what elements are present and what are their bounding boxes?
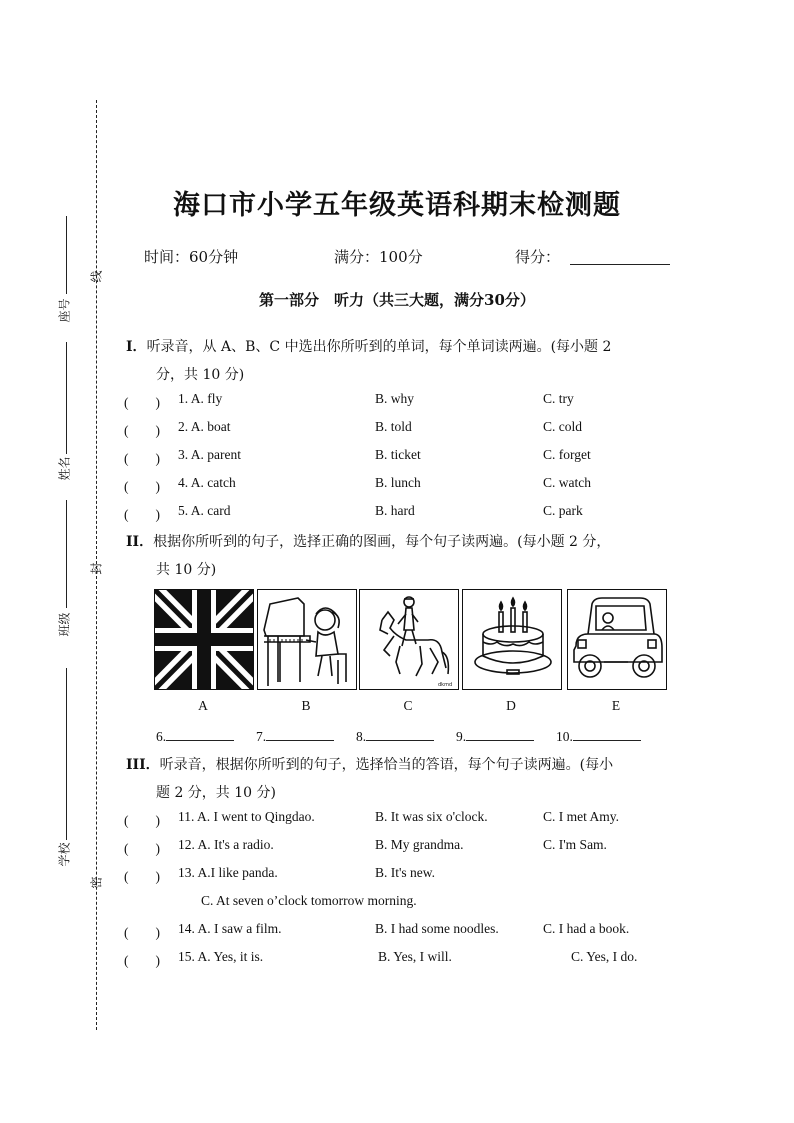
answer-paren[interactable]: ( )	[124, 507, 160, 522]
picture-e	[567, 589, 667, 690]
picture-a	[154, 589, 254, 690]
section3-instruction: 听录音，根据你所听到的句子，选择恰当的答语，每个句子读两遍。(每小	[159, 757, 614, 773]
q4-option-a: 4. A. catch	[178, 475, 236, 490]
q1-option-a: 1. A. fly	[178, 391, 223, 406]
blank-underline[interactable]	[266, 727, 334, 741]
blank-number: 10.	[556, 729, 573, 744]
q14-option-b: B. I had some noodles.	[375, 921, 499, 936]
q15-option-b: B. Yes, I will.	[378, 949, 452, 964]
answer-paren[interactable]: ( )	[124, 451, 160, 466]
blank-number: 8.	[356, 729, 367, 744]
q11-option-b: B. It was six o'clock.	[375, 809, 488, 824]
section3-heading	[126, 754, 613, 774]
score-label: 得分：	[515, 248, 561, 266]
horse-rider-icon	[360, 590, 458, 689]
score-blank[interactable]	[570, 264, 670, 265]
section3-instruction-cont: 题 2 分，共 10 分)	[156, 785, 276, 801]
class-label: 班级	[57, 612, 72, 637]
answer-paren[interactable]: ( )	[124, 813, 160, 828]
section2-instruction-cont: 共 10 分)	[156, 562, 217, 578]
name-line	[66, 342, 67, 454]
answer-paren[interactable]: ( )	[124, 395, 160, 410]
picture-d-label: D	[506, 698, 516, 713]
picture-a-label: A	[198, 698, 208, 713]
section1-number: I．	[126, 339, 147, 355]
q2-option-b: B. told	[375, 419, 412, 434]
answer-paren[interactable]: ( )	[124, 925, 160, 940]
q1-option-c: C. try	[543, 391, 574, 406]
blank-underline[interactable]	[573, 727, 641, 741]
answer-paren[interactable]: ( )	[124, 423, 160, 438]
section1-heading	[126, 336, 611, 356]
q4-option-b: B. lunch	[375, 475, 421, 490]
class-line	[66, 500, 67, 608]
q11-option-a: 11. A. I went to Qingdao.	[178, 809, 315, 824]
q13-option-a: 13. A.I like panda.	[178, 865, 278, 880]
seat-number-line	[66, 216, 67, 294]
picture-c	[359, 589, 459, 690]
binding-char-xian: 线	[89, 270, 104, 283]
page-title: 海口市小学五年级英语科期末检测题	[173, 190, 621, 221]
picture-d	[462, 589, 562, 690]
binding-char-feng: 封	[89, 562, 104, 575]
q3-option-c: C. forget	[543, 447, 591, 462]
blank-underline[interactable]	[366, 727, 434, 741]
answer-paren[interactable]: ( )	[124, 479, 160, 494]
q1-option-b: B. why	[375, 391, 415, 406]
answer-blank-8[interactable]	[356, 727, 434, 745]
q3-option-a: 3. A. parent	[178, 447, 241, 462]
picture-c-label: C	[403, 698, 413, 713]
q13-option-b: B. It's new.	[375, 865, 436, 880]
q12-option-b: B. My grandma.	[375, 837, 464, 852]
q3-option-b: B. ticket	[375, 447, 421, 462]
q12-option-c: C. I'm Sam.	[543, 837, 607, 852]
picture-b	[257, 589, 357, 690]
answer-paren[interactable]: ( )	[124, 953, 160, 968]
seat-number-label: 座号	[57, 298, 72, 323]
answer-paren[interactable]: ( )	[124, 869, 160, 884]
blank-underline[interactable]	[466, 727, 534, 741]
picture-e-label: E	[611, 698, 621, 713]
q13-option-c: C. At seven o’clock tomorrow morning.	[201, 893, 417, 908]
answer-blank-7[interactable]	[256, 727, 334, 745]
answer-blank-6[interactable]	[156, 727, 234, 745]
section2-instruction: 根据你所听到的句子，选择正确的图画，每个句子读两遍。(每小题 2 分，	[153, 534, 611, 550]
school-line	[66, 668, 67, 840]
full-marks-info: 满分：100分	[334, 248, 423, 266]
q15-option-a: 15. A. Yes, it is.	[178, 949, 264, 964]
q14-option-c: C. I had a book.	[543, 921, 630, 936]
answer-blank-10[interactable]	[556, 727, 641, 745]
answer-paren[interactable]: ( )	[124, 841, 160, 856]
birthday-cake-icon	[463, 590, 561, 689]
section2-number: II．	[126, 534, 154, 550]
blank-number: 6.	[156, 729, 167, 744]
picture-b-label: B	[301, 698, 311, 713]
q12-option-a: 12. A. It's a radio.	[178, 837, 274, 852]
svg-text:dkmd: dkmd	[438, 682, 453, 688]
section2-heading	[126, 531, 610, 551]
q5-option-b: B. hard	[375, 503, 415, 518]
girl-playing-piano-icon	[258, 590, 356, 689]
blank-underline[interactable]	[166, 727, 234, 741]
section3-number: III．	[126, 757, 160, 773]
q11-option-c: C. I met Amy.	[543, 809, 619, 824]
name-label: 姓名	[57, 456, 72, 481]
q5-option-a: 5. A. card	[178, 503, 231, 518]
section1-instruction: 听录音，从 A、B、C 中选出你所听到的单词，每个单词读两遍。(每小题 2	[146, 339, 612, 355]
car-icon	[568, 590, 666, 689]
time-info: 时间：60分钟	[144, 248, 239, 266]
q2-option-c: C. cold	[543, 419, 582, 434]
section1-instruction-cont: 分，共 10 分)	[156, 367, 245, 383]
q4-option-c: C. watch	[543, 475, 591, 490]
part-one-title: 第一部分 听力（共三大题，满分30分）	[259, 291, 535, 309]
answer-blank-9[interactable]	[456, 727, 534, 745]
union-jack-flag-icon	[155, 590, 253, 689]
q2-option-a: 2. A. boat	[178, 419, 231, 434]
blank-number: 7.	[256, 729, 267, 744]
q15-option-c: C. Yes, I do.	[571, 949, 638, 964]
binding-char-mi: 密	[89, 876, 104, 889]
q5-option-c: C. park	[543, 503, 583, 518]
blank-number: 9.	[456, 729, 467, 744]
q14-option-a: 14. A. I saw a film.	[178, 921, 282, 936]
school-label: 学校	[57, 842, 72, 867]
